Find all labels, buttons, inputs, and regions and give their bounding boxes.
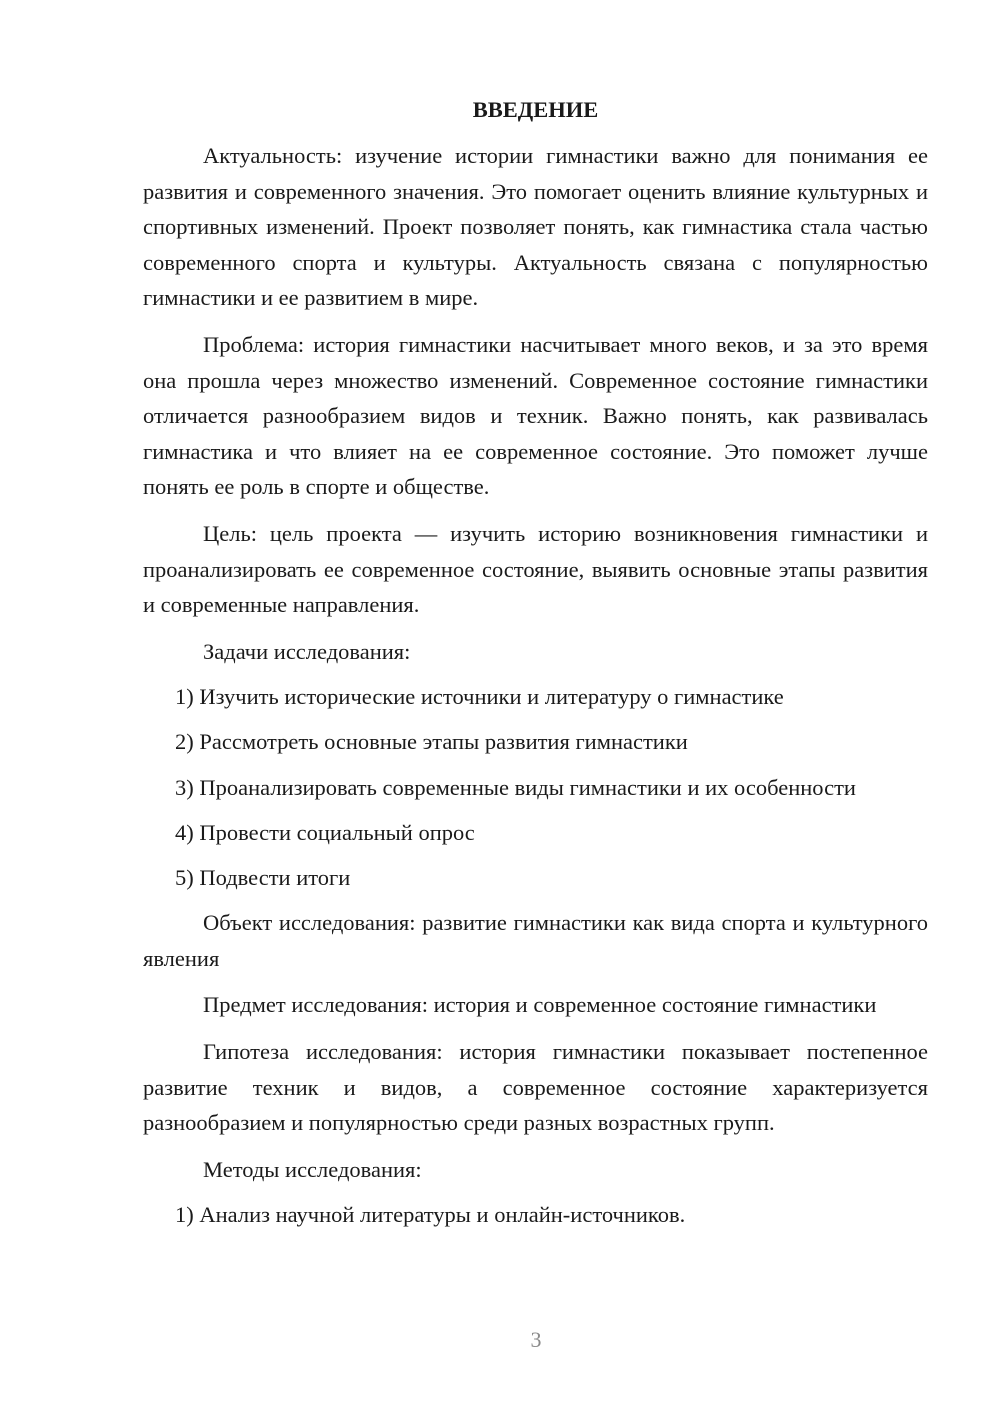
page-title: ВВЕДЕНИЕ: [472, 97, 599, 122]
relevance-paragraph: Актуальность: изучение истории гимнастики важно для понимания ее развития и современного значения. Это помогает оценить влияние культурных и спортивных изменений. Проект позволяет понять, как гимнастика стала частью современного спорта и культуры. Актуальность связана с популярностью гимнастики и ее развитием в мире.: [143, 143, 928, 311]
hypothesis-paragraph: Гипотеза исследования: история гимнастики показывает постепенное развитие техник и видов, а современное состояние характеризуется разнообразием и популярностью среди разных возрастных групп.: [143, 1039, 928, 1136]
methods-heading: Методы исследования:: [203, 1156, 422, 1182]
document-page: [143, 90, 928, 1243]
list-item: 5) Подвести итоги: [175, 864, 351, 890]
subject-paragraph: Предмет исследования: история и современное состояние гимнастики: [203, 992, 877, 1018]
list-item: 2) Рассмотреть основные этапы развития гимнастики: [175, 729, 688, 755]
list-item: 1) Анализ научной литературы и онлайн-источников.: [175, 1202, 686, 1228]
tasks-list: [143, 679, 928, 895]
goal-paragraph: Цель: цель проекта — изучить историю возникновения гимнастики и проанализировать ее современное состояние, выявить основные этапы развития и современные направления.: [143, 520, 928, 618]
page-number: 3: [530, 1327, 542, 1352]
problem-paragraph: Проблема: история гимнастики насчитывает много веков, и за это время она прошла через множество изменений. Современное состояние гимнастики отличается разнообразием видов и техник. Важно понять, как развивалась гимнастика и что влияет на ее современное состояние. Это поможет лучше понять ее роль в спорте и обществе.: [143, 331, 928, 500]
list-item: 4) Провести социальный опрос: [175, 819, 475, 845]
list-item: 3) Проанализировать современные виды гимнастики и их особенности: [175, 774, 856, 800]
tasks-heading: Задачи исследования:: [203, 638, 411, 664]
methods-list: [143, 1197, 928, 1233]
list-item: 1) Изучить исторические источники и литературу о гимнастике: [175, 684, 784, 710]
object-paragraph: Объект исследования: развитие гимнастики как вида спорта и культурного явления: [143, 910, 928, 971]
